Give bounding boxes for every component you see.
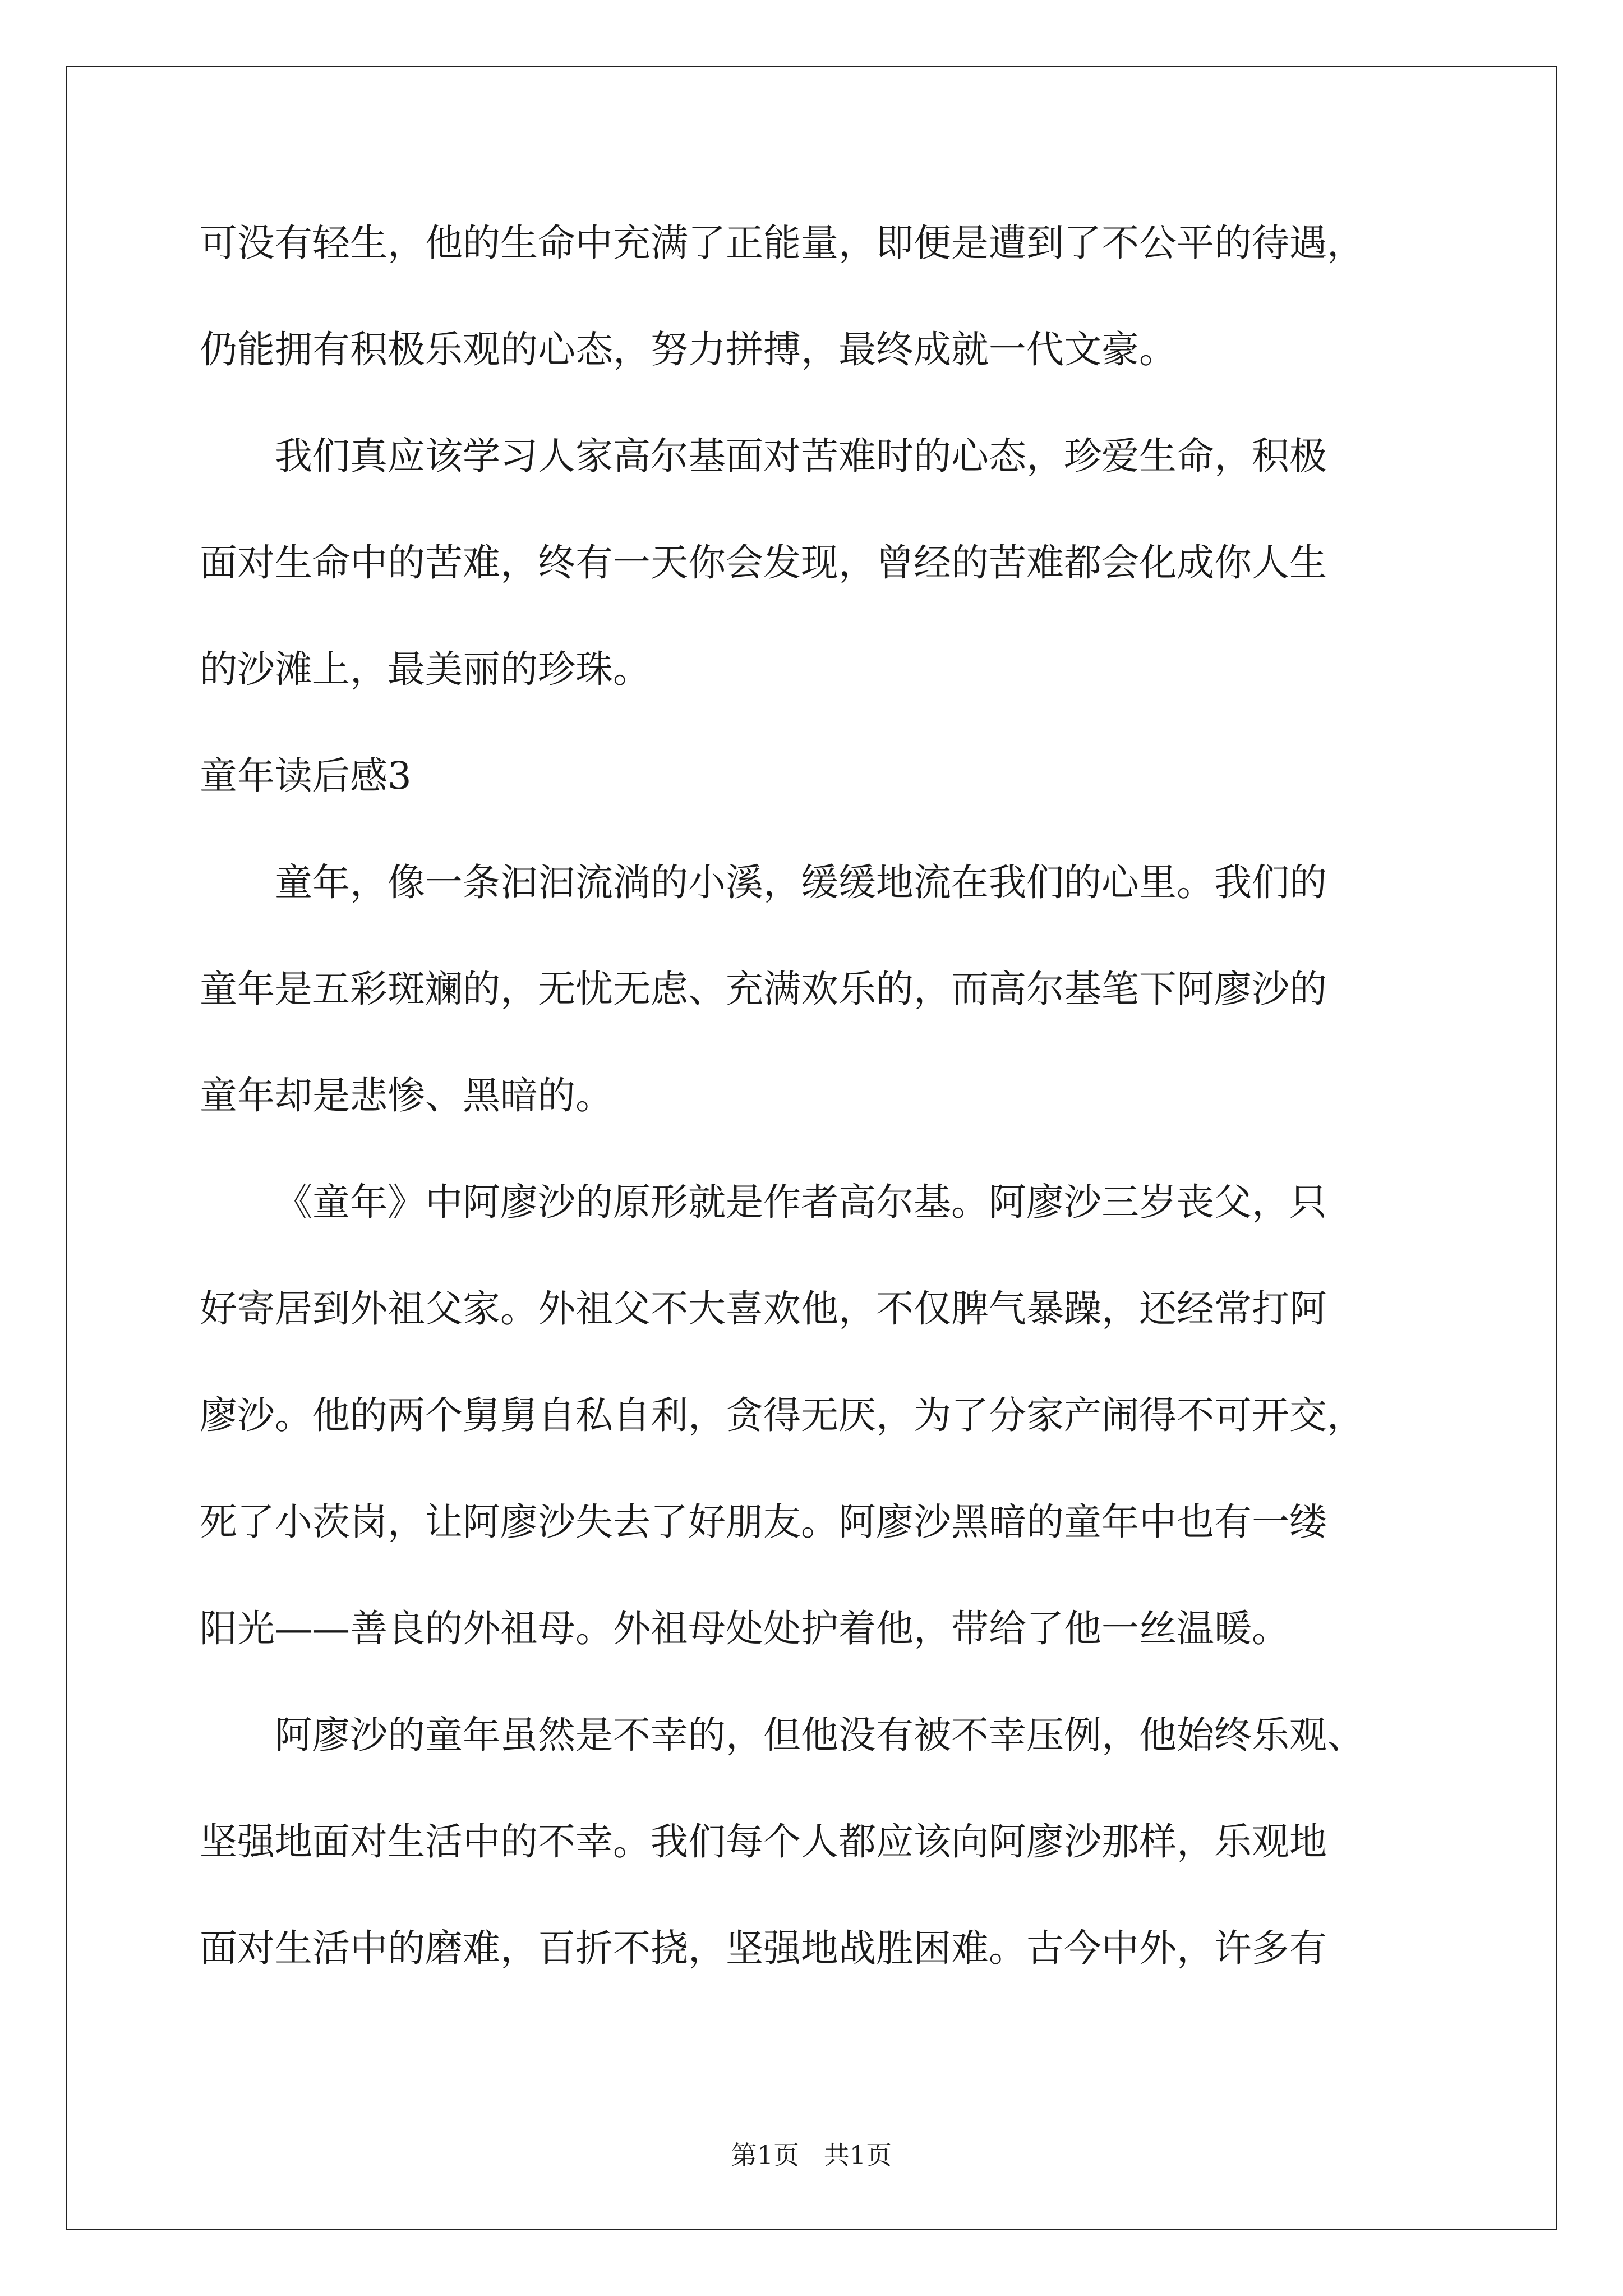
text-line: 仍能拥有积极乐观的心态，努力拼搏，最终成就一代文豪。: [200, 328, 1177, 371]
paragraph-start-line: 童年，像一条汩汩流淌的小溪，缓缓地流在我们的心里。我们的: [275, 861, 1327, 904]
paragraph-start-line: 我们真应该学习人家高尔基面对苦难时的心态，珍爱生命，积极: [275, 434, 1327, 478]
text-line: 童年却是悲惨、黑暗的。: [200, 1074, 613, 1117]
text-line: 阳光——善良的外祖母。外祖母处处护着他，带给了他一丝温暖。: [200, 1607, 1289, 1650]
text-line: 好寄居到外祖父家。外祖父不大喜欢他，不仅脾气暴躁，还经常打阿: [200, 1287, 1327, 1331]
text-line: 童年是五彩斑斓的，无忧无虑、充满欢乐的，而高尔基笔下阿廖沙的: [200, 967, 1327, 1011]
text-line: 面对生活中的磨难，百折不挠，坚强地战胜困难。古今中外，许多有: [200, 1926, 1327, 1970]
text-line: 坚强地面对生活中的不幸。我们每个人都应该向阿廖沙那样，乐观地: [200, 1820, 1327, 1864]
text-line: 死了小茨岗，让阿廖沙失去了好朋友。阿廖沙黑暗的童年中也有一缕: [200, 1500, 1327, 1544]
page-footer: 第1页 共1页: [731, 2140, 892, 2170]
section-heading: 童年读后感3: [200, 754, 412, 798]
document-body: [200, 218, 1433, 2030]
paragraph-start-line: 《童年》中阿廖沙的原形就是作者高尔基。阿廖沙三岁丧父，只: [275, 1180, 1327, 1224]
text-line: 可没有轻生，他的生命中充满了正能量，即便是遭到了不公平的待遇，: [200, 221, 1364, 265]
paragraph-start-line: 阿廖沙的童年虽然是不幸的，但他没有被不幸压例，他始终乐观、: [275, 1713, 1364, 1757]
text-line: 的沙滩上，最美丽的珍珠。: [200, 647, 651, 691]
text-line: 廖沙。他的两个舅舅自私自利，贪得无厌，为了分家产闹得不可开交，: [200, 1393, 1364, 1437]
text-line: 面对生命中的苦难，终有一天你会发现，曾经的苦难都会化成你人生: [200, 541, 1327, 585]
